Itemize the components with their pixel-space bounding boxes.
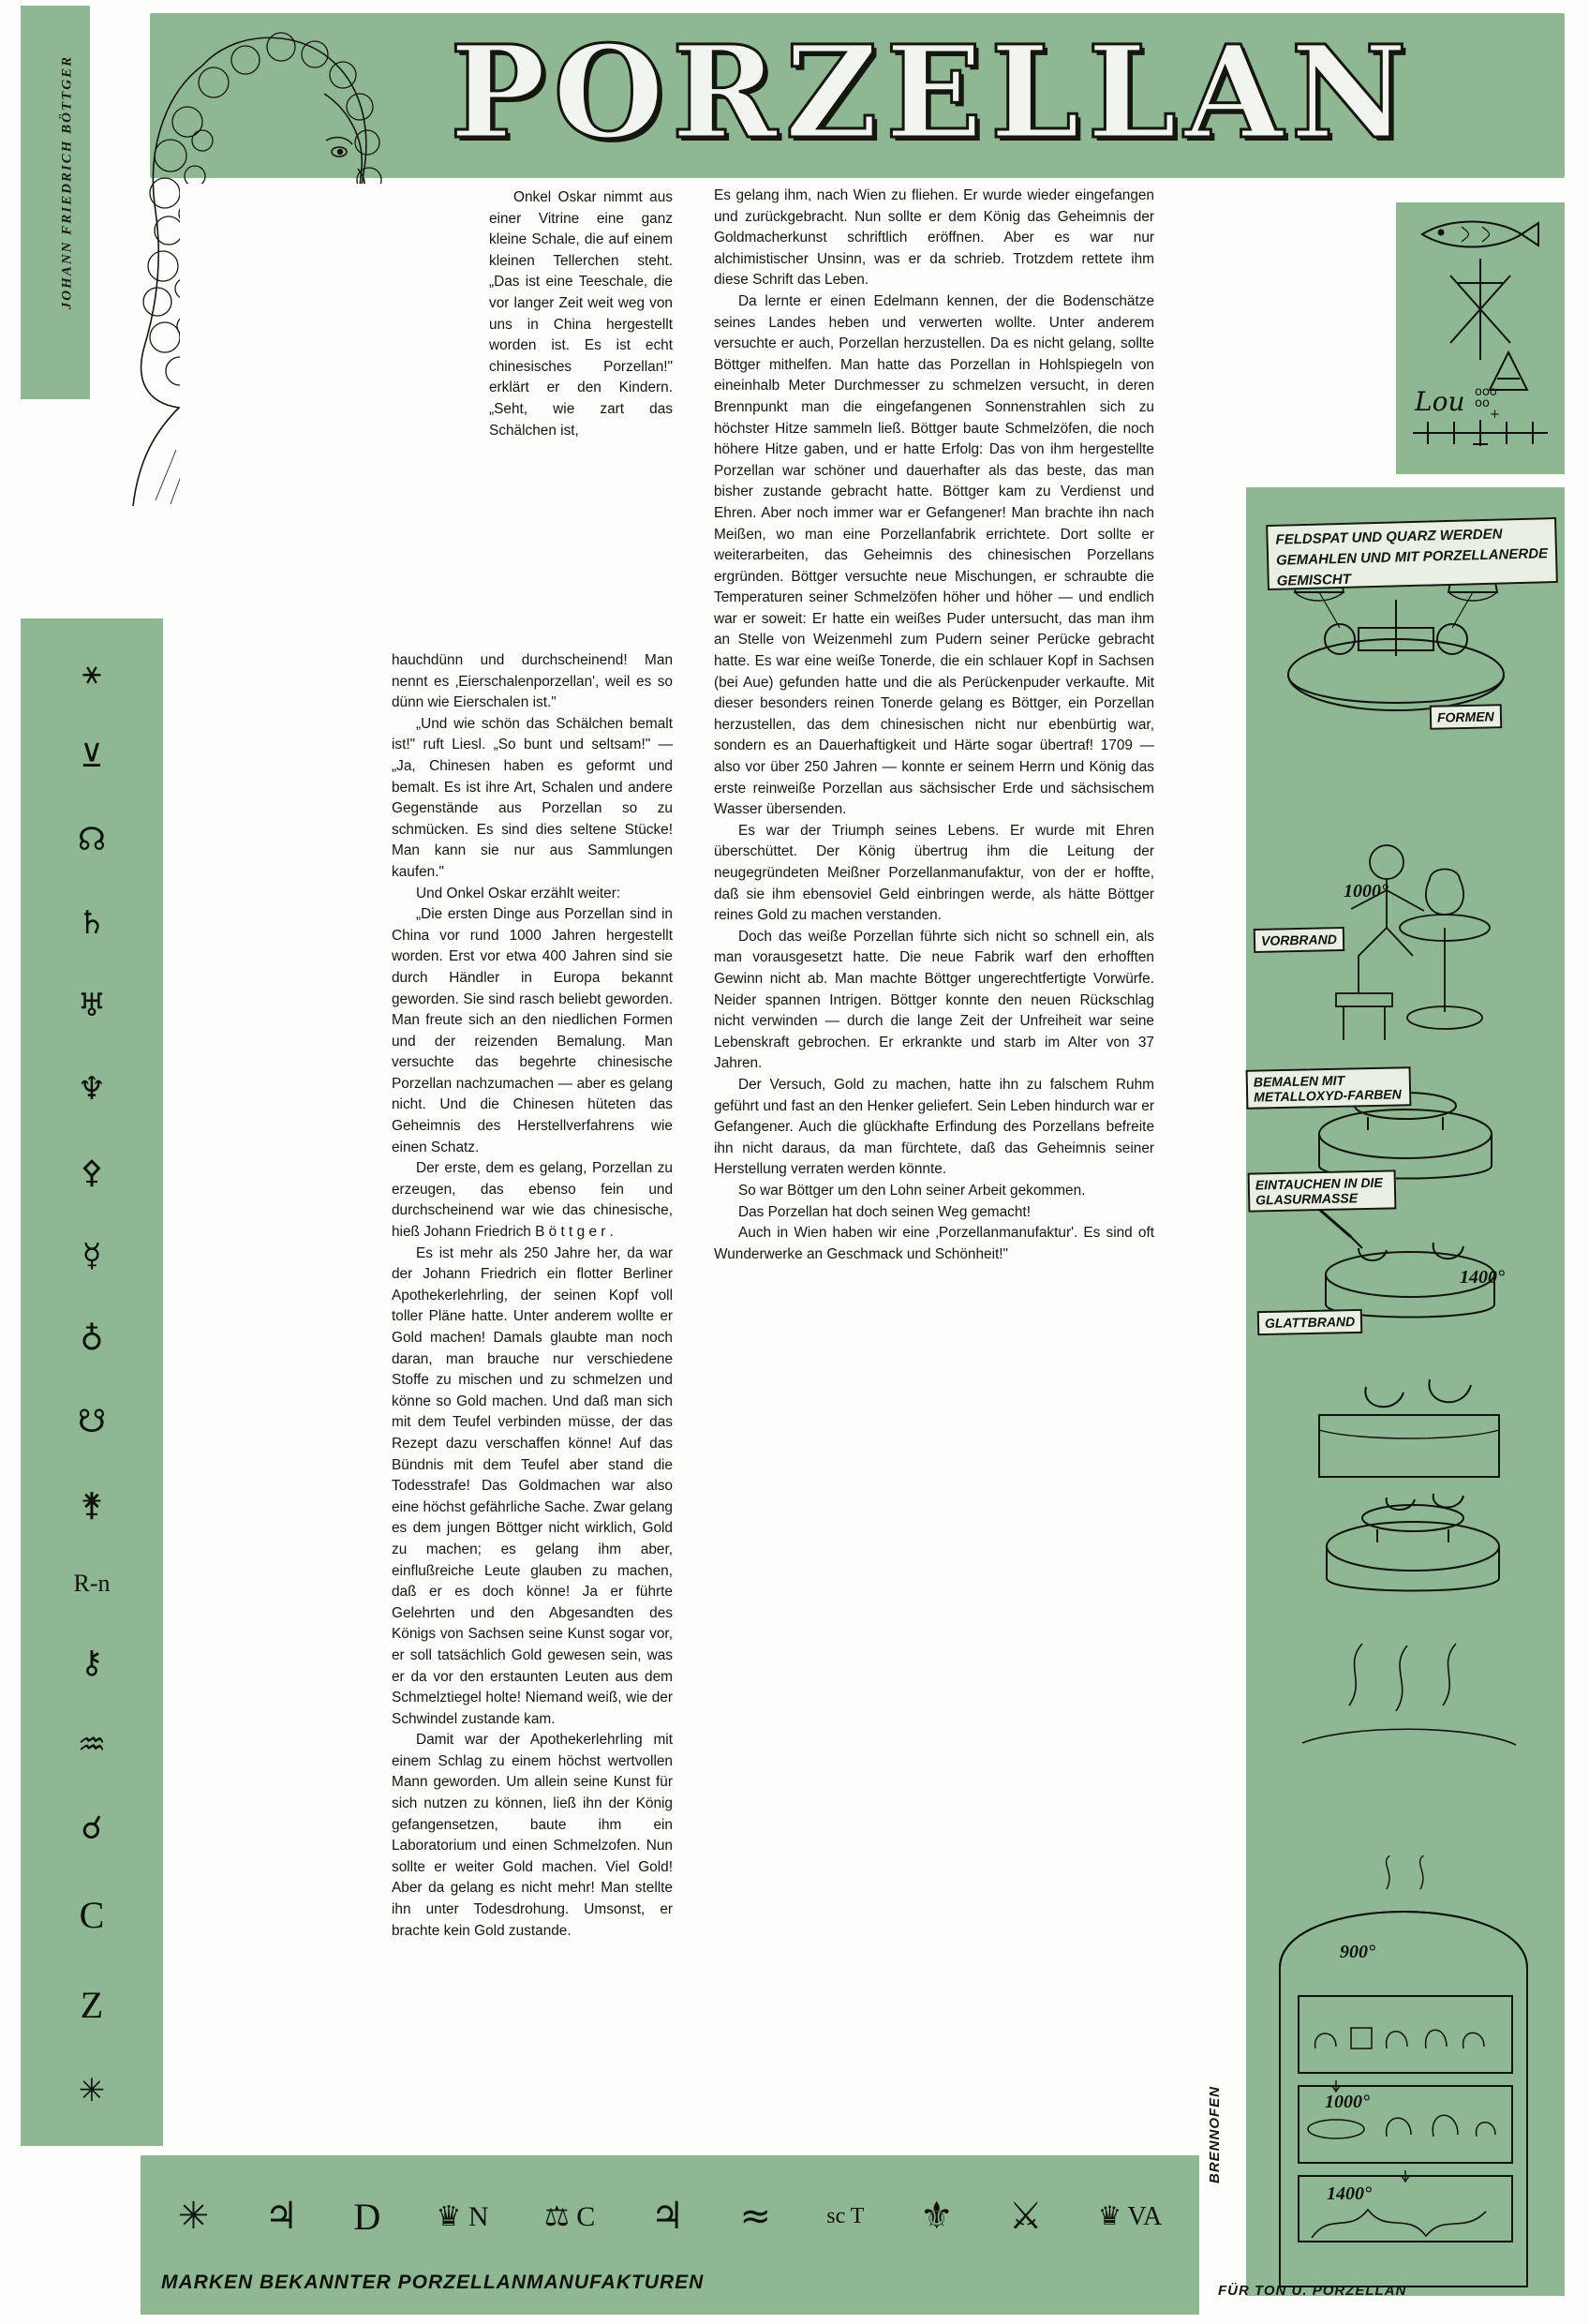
mark-item: ♛ N xyxy=(436,2200,489,2232)
process-step-label-formen: FORMEN xyxy=(1430,704,1502,730)
paragraph: Es ist mehr als 250 Jahre her, da war der Johann Friedrich ein flotter Berliner Apothekerlehrling, der seinen Kopf voll toller Pläne hatte. Unter anderem wollte er Gold machen! Damals glaubte man noch daran, man brauche nur verschiedene Stoffe zu mischen und zu schmelzen und könne so Gold machen. Und daß man sich mit dem Teufel verbinden müsse, der das Rezept dazu verschaffen könne! Auf das Bündnis mit dem Teufel aber stand die Todesstrafe! Das Goldmachen war also eine höchst gefährliche Sache. Zwar gelang es dem jungen Böttger nicht wirklich, Gold zu machen; es gelang ihm aber, einflußreiche Leute glauben zu machen, daß er es doch könne! Ja er führte Gelehrten und den Abgesandten des Königs von Sachsen seine Kunst sogar vor, er soll tatsächlich Gold gewesen sein, was er da vor den erstaunten Leuten aus dem Schmelztiegel holte! Niemand weiß, wie der Schwindel zustande kam. xyxy=(392,1244,673,1727)
symbol-item: ☿ xyxy=(82,1236,102,1274)
paragraph: Onkel Oskar nimmt aus einer Vitrine eine ganz kleine Schale, die auf einem kleinen Tellerchen steht. „Das ist eine Teeschale, die vor langer Zeit weit weg von uns in China hergestellt worden ist. Es ist echt chinesisches Porzellan!" erklärt er den Kindern. „Seht, wie zart das Schälchen ist, xyxy=(489,189,673,439)
alchemy-symbol-box xyxy=(1396,202,1565,474)
paragraph: So war Böttger um den Lohn seiner Arbeit gekommen. xyxy=(738,1182,1086,1199)
furnace-caption: FÜR TON U. PORZELLAN xyxy=(1218,2283,1407,2299)
mark-item: ⚖ C xyxy=(543,2200,596,2232)
symbol-item: ⚷ xyxy=(80,1643,104,1681)
paragraph: Der erste, dem es gelang, Porzellan zu erzeugen, das ebenso fein und durchscheinend war wie das chinesische, hieß Johann Friedrich B ö t t g e r . xyxy=(392,1160,673,1241)
alchemy-symbol-strip xyxy=(21,618,163,2146)
process-step-label-bemalen: BEMALEN MIT METALLOXYD-FARBEN xyxy=(1246,1066,1412,1110)
symbol-item: ♁ xyxy=(80,1319,104,1358)
manufacturer-marks-row xyxy=(150,2165,1190,2268)
paragraph: Damit war der Apothekerlehrling mit einem Schlag zu einem höchst wertvollen Mann geworden. Um allein seine Kunst für sich nutzen zu können, ließ ihn der König gefangensetzen, baute ihm ein Laboratorium und einen Schmelzofen. Nun sollte er weiter Gold machen. Viel Gold! Aber da gelang es nicht mehr! Man stellte ihn unter Todesdrohung. Umsonst, er brachte kein Gold zustande. xyxy=(392,1732,673,1939)
article-column-1-continued xyxy=(392,650,673,1942)
mark-item: ≈ xyxy=(739,2195,772,2238)
svg-text:oo: oo xyxy=(1475,396,1490,410)
paragraph: hauchdünn und durchscheinend! Man nennt es ‚Eierschalenporzellan', weil es so dünn wie Eierschalen ist." xyxy=(392,652,673,711)
furnace-temp-1400: 1400° xyxy=(1327,2183,1372,2204)
paragraph: Der Versuch, Gold zu machen, hatte ihn zu falschem Ruhm geführt und fast an den Henker geliefert. Sein Leben hindurch war er Gefangener. Auch die glückhafte Erfindung des Porzellans befreite ihn nicht daraus, da man fürchtete, daß das Geheimnis seiner Herstellung verraten werden könnte. xyxy=(714,1076,1154,1178)
symbol-item: ☋ xyxy=(77,1403,107,1441)
paragraph: Auch in Wien haben wir eine ‚Porzellanmanufaktur'. Es sind oft Wunderwerke an Geschmack und Schönheit!" xyxy=(714,1225,1154,1262)
symbol-item: ♅ xyxy=(77,987,107,1025)
article-column-2 xyxy=(714,186,1154,1265)
symbol-item: C xyxy=(79,1893,105,1936)
svg-text:+: + xyxy=(1490,408,1500,422)
furnace-caption-vertical: BRENNOFEN xyxy=(1207,2085,1223,2183)
paragraph: Doch das weiße Porzellan führte sich nicht so schnell ein, als man vorausgesetzt hatte. Die neue Fabrik warf den erhofften Gewinn nicht ab. Man machte Böttger ungerechtfertigte Vorwürfe. Neider spannen Intrigen. Böttger konnte den neuen Rückschlag nicht verwinden — durch die lange Zeit der Unfreiheit war seine Lebenskraft gebrochen. Er erkrankte und starb im Alter von 37 Jahren. xyxy=(714,928,1154,1072)
process-caption: FELDSPAT UND QUARZ WERDEN GEMAHLEN UND MIT PORZELLANERDE GEMISCHT xyxy=(1266,517,1558,590)
paragraph: „Und wie schön das Schälchen bemalt ist!" ruft Liesl. „So bunt und seltsam!" — „Ja, Chinesen haben es geformt und bemalt. Es ist ihre Art, Schalen und andere Gegenstände aus Porzellan so zu schmücken. Es sind dies seltene Stücke! Man kann sie nur aus Sammlungen kaufen." xyxy=(392,715,673,880)
symbol-item: Z xyxy=(80,1983,104,2026)
paragraph: Es gelang ihm, nach Wien zu fliehen. Er wurde wieder eingefangen und zurückgebracht. Nun sollte er dem König das Geheimnis der Goldmacherkunst schriftlich eröffnen. Aber es war nur alchimistischer Unsinn, was er da schrieb. Trotzdem rettete ihm diese Schrift das Leben. xyxy=(714,187,1154,289)
author-name-strip xyxy=(21,6,90,399)
paragraph: Da lernte er einen Edelmann kennen, der die Bodenschätze seines Landes heben und verwerten wollte. Unter anderem versuchte er auch, Porzellan herzustellen. Da es nicht gelang, sollte Böttger mithelfen. Man hatte das Porzellan in Hohlspiegeln von eineinhalb Meter Durchmesser zu schmelzen versucht, in deren Brennpunkt man die eingefangenen Sonnenstrahlen sich zu höchster Hitze sammeln ließ. Böttger baute Schmelzöfen, die noch höhere Hitze gaben, und er hatte Erfolg: Das von ihm hergestellte Porzellan war schöner und dauerhafter als das beste, das man bisher zustande gebracht hatte. Böttger kam zu Verdienst und Ehren. Aber noch immer war er Gefangener! Man brachte ihn nach Meißen, wo man eine Porzellanfabrik errichtete. Dort sollte er weiterarbeiten, das Geheimnis des chinesischen Porzellans ergründen. Böttger versuchte neue Mischungen, er schraubte die Temperaturen seiner Schmelzöfen höher und höher — und endlich war er soweit: Er hatte ein weißes Puder untersucht, das man ihm an Stelle von Weizenmehl zum Pudern seiner Perücke gebracht hatte. Es war eine weiße Tonerde, die ein schlauer Kopf in Sachsen (bei Aue) gefunden hatte und die als Perückenpuder verkaufte. Mit dieser besonders reinen Tonerde gelang es Böttger, ein Porzellan herzustellen, das dem chinesischen nicht nur ebenbürtig war, sondern es an Dauerhaftigkeit und Härte sogar übertraf! 1709 — also vor über 250 Jahren — konnte er seinem Herrn und König das erste reinweiße Porzellan aus sächsischer Erde und sächsischem Wasser übersenden. xyxy=(714,292,1154,818)
furnace-temp-900: 900° xyxy=(1340,1942,1375,1962)
process-step-label-vorbrand: VORBRAND xyxy=(1254,927,1344,953)
article-column-1 xyxy=(489,187,673,441)
article-body xyxy=(180,184,1220,2105)
furnace-temp-1000: 1000° xyxy=(1325,2092,1370,2112)
alchemy-lou-label: Lou xyxy=(1415,386,1465,417)
symbol-item: ♆ xyxy=(77,1070,107,1109)
symbol-item: ⊻ xyxy=(80,737,104,776)
process-temp-1400: 1400° xyxy=(1460,1267,1505,1288)
process-temp-1000: 1000° xyxy=(1344,881,1389,901)
mark-item: ♛ VA xyxy=(1097,2202,1163,2231)
paragraph: Das Porzellan hat doch seinen Weg gemacht! xyxy=(738,1203,1031,1220)
portrait-name-label: JOHANN FRIEDRICH BÖTTGER xyxy=(59,54,75,310)
paragraph: Und Onkel Oskar erzählt weiter: xyxy=(416,885,621,901)
process-step-label-eintauchen: EINTAUCHEN IN DIE GLASURMASSE xyxy=(1248,1169,1397,1212)
symbol-item: ♄ xyxy=(77,903,107,942)
symbol-item: ♒ xyxy=(77,1726,107,1765)
paragraph: Es war der Triumph seines Lebens. Er wurde mit Ehren überschüttet. Der König übertrug ihm die Leitung der neugegründeten Meißner Porzellanmanufaktur, von der er hoffte, daß sie ihm ebensoviel Geld einbringen werde, als hätte Böttger reines Gold zu machen verstanden. xyxy=(714,822,1154,924)
process-step-label-glattbrand: GLATTBRAND xyxy=(1257,1309,1363,1335)
mark-item: ♃ xyxy=(650,2195,685,2238)
symbol-item: ⚹ xyxy=(82,654,102,693)
paragraph: „Die ersten Dinge aus Porzellan sind in China vor rund 1000 Jahren hergestellt worden. Erst vor etwa 400 Jahren sind sie durch Händler in Europa bekannt geworden. Sie sind rasch beliebt geworden. Man freute sich an den niedlichen Formen und der reizenden Bemalung. Man versuchte das begehrte chinesische Porzellan nachzumachen — aber es gelang nicht. Und die Chinesen hüteten das Geheimnis des Herstellverfahrens wie einen Schatz. xyxy=(392,906,673,1155)
svg-text:ooo: ooo xyxy=(1475,385,1497,399)
symbol-item: R-n xyxy=(73,1569,111,1597)
symbol-item: ✳ xyxy=(78,2072,106,2110)
symbol-item: ☊ xyxy=(77,820,107,858)
symbol-item: ☌ xyxy=(81,1810,103,1848)
symbol-item: ⚵ xyxy=(80,1486,104,1525)
mark-item: ✳ xyxy=(177,2195,210,2238)
symbol-item: ⚴ xyxy=(80,1153,104,1191)
mark-item: ⚜ xyxy=(919,2195,954,2238)
mark-item: D xyxy=(353,2195,381,2238)
furnace-illustration xyxy=(1246,1855,1565,2296)
manufacturer-marks-caption: MARKEN BEKANNTER PORZELLANMANUFAKTUREN xyxy=(161,2272,705,2293)
mark-item: ⚔ xyxy=(1008,2195,1043,2238)
page-title: PORZELLAN xyxy=(450,18,1415,168)
mark-item: sc T xyxy=(826,2203,865,2228)
mark-item: ♃ xyxy=(264,2195,299,2238)
